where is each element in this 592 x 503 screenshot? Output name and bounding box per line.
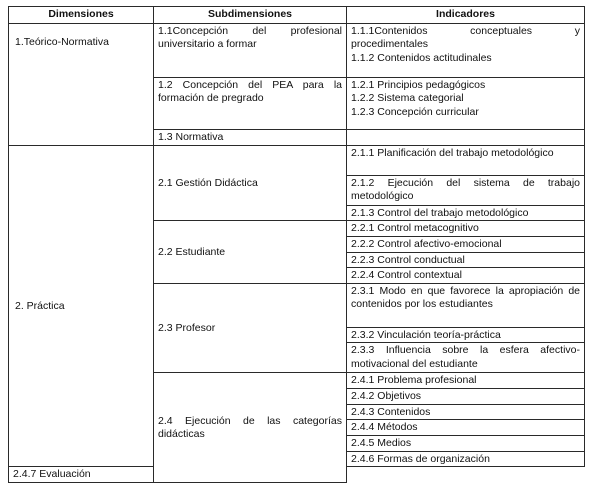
indicator-2-1-1: 2.1.1 Planificación del trabajo metodológico	[347, 145, 585, 175]
header-row	[9, 7, 585, 24]
indicator-2-4-6: 2.4.6 Formas de organización	[347, 451, 585, 467]
indicator-1-2-2: 1.2.2 Sistema categorial	[351, 92, 464, 105]
indicator-1-2-1: 1.2.1 Principios pedagógicos	[351, 78, 486, 91]
indicator-2-4-1: 2.4.1 Problema profesional	[347, 373, 585, 389]
dimensions-table	[8, 6, 585, 483]
indicator-2-3-3: 2.3.3 Influencia sobre la esfera afectivo-motivacional del estudiante	[347, 343, 585, 373]
indicator-2-4-2: 2.4.2 Objetivos	[347, 389, 585, 405]
indicator-2-3-1: 2.3.1 Modo en que favorece la apropiación de contenidos por los estudiantes	[347, 283, 585, 327]
header-dimensiones: Dimensiones	[9, 7, 154, 24]
indicator-2-4-3: 2.4.3 Contenidos	[347, 404, 585, 420]
dimension-practica: 2. Práctica	[9, 145, 154, 467]
indicator-2-1-2: 2.1.2 Ejecución del sistema de trabajo metodológico	[347, 175, 585, 205]
indicator-2-2-1: 2.2.1 Control metacognitivo	[347, 221, 585, 237]
indicator-empty	[347, 129, 585, 145]
indicator-2-2-4: 2.2.4 Control contextual	[347, 268, 585, 284]
indicator-2-4-7: 2.4.7 Evaluación	[9, 467, 154, 483]
indicator-2-2-3: 2.2.3 Control conductual	[347, 252, 585, 268]
indicator-2-2-2: 2.2.2 Control afectivo-emocional	[347, 236, 585, 252]
indicator-1-1-1-line2: procedimentales	[351, 38, 429, 51]
indicator-group-1-2	[347, 77, 585, 129]
indicator-1-2-3: 1.2.3 Concepción curricular	[351, 105, 479, 118]
indicator-group-1-1	[347, 23, 585, 77]
indicator-2-4-4: 2.4.4 Métodos	[347, 420, 585, 436]
indicator-2-3-2: 2.3.2 Vinculación teoría-práctica	[347, 327, 585, 343]
indicator-2-4-5: 2.4.5 Medios	[347, 436, 585, 452]
subdimension-1-1: 1.1Concepción del profesional universitario a formar	[154, 23, 347, 77]
header-indicadores: Indicadores	[347, 7, 585, 24]
subdimension-2-3: 2.3 Profesor	[154, 283, 347, 373]
indicator-1-1-2: 1.1.2 Contenidos actitudinales	[351, 51, 492, 64]
subdimension-2-1: 2.1 Gestión Didáctica	[154, 145, 347, 221]
subdimension-1-2: 1.2 Concepción del PEA para la formación de pregrado	[154, 77, 347, 129]
indicator-1-1-1-line1: 1.1.1Contenidos conceptuales y	[351, 24, 580, 37]
subdimension-2-4: 2.4 Ejecución de las categorías didácticas	[154, 373, 347, 482]
table-row	[9, 145, 585, 175]
subdimension-2-2: 2.2 Estudiante	[154, 221, 347, 284]
header-subdimensiones: Subdimensiones	[154, 7, 347, 24]
table-row	[9, 23, 585, 77]
subdimension-1-3: 1.3 Normativa	[154, 129, 347, 145]
indicator-2-1-3: 2.1.3 Control del trabajo metodológico	[347, 205, 585, 221]
dimension-teorico-normativa: 1.Teórico-Normativa	[9, 23, 154, 145]
